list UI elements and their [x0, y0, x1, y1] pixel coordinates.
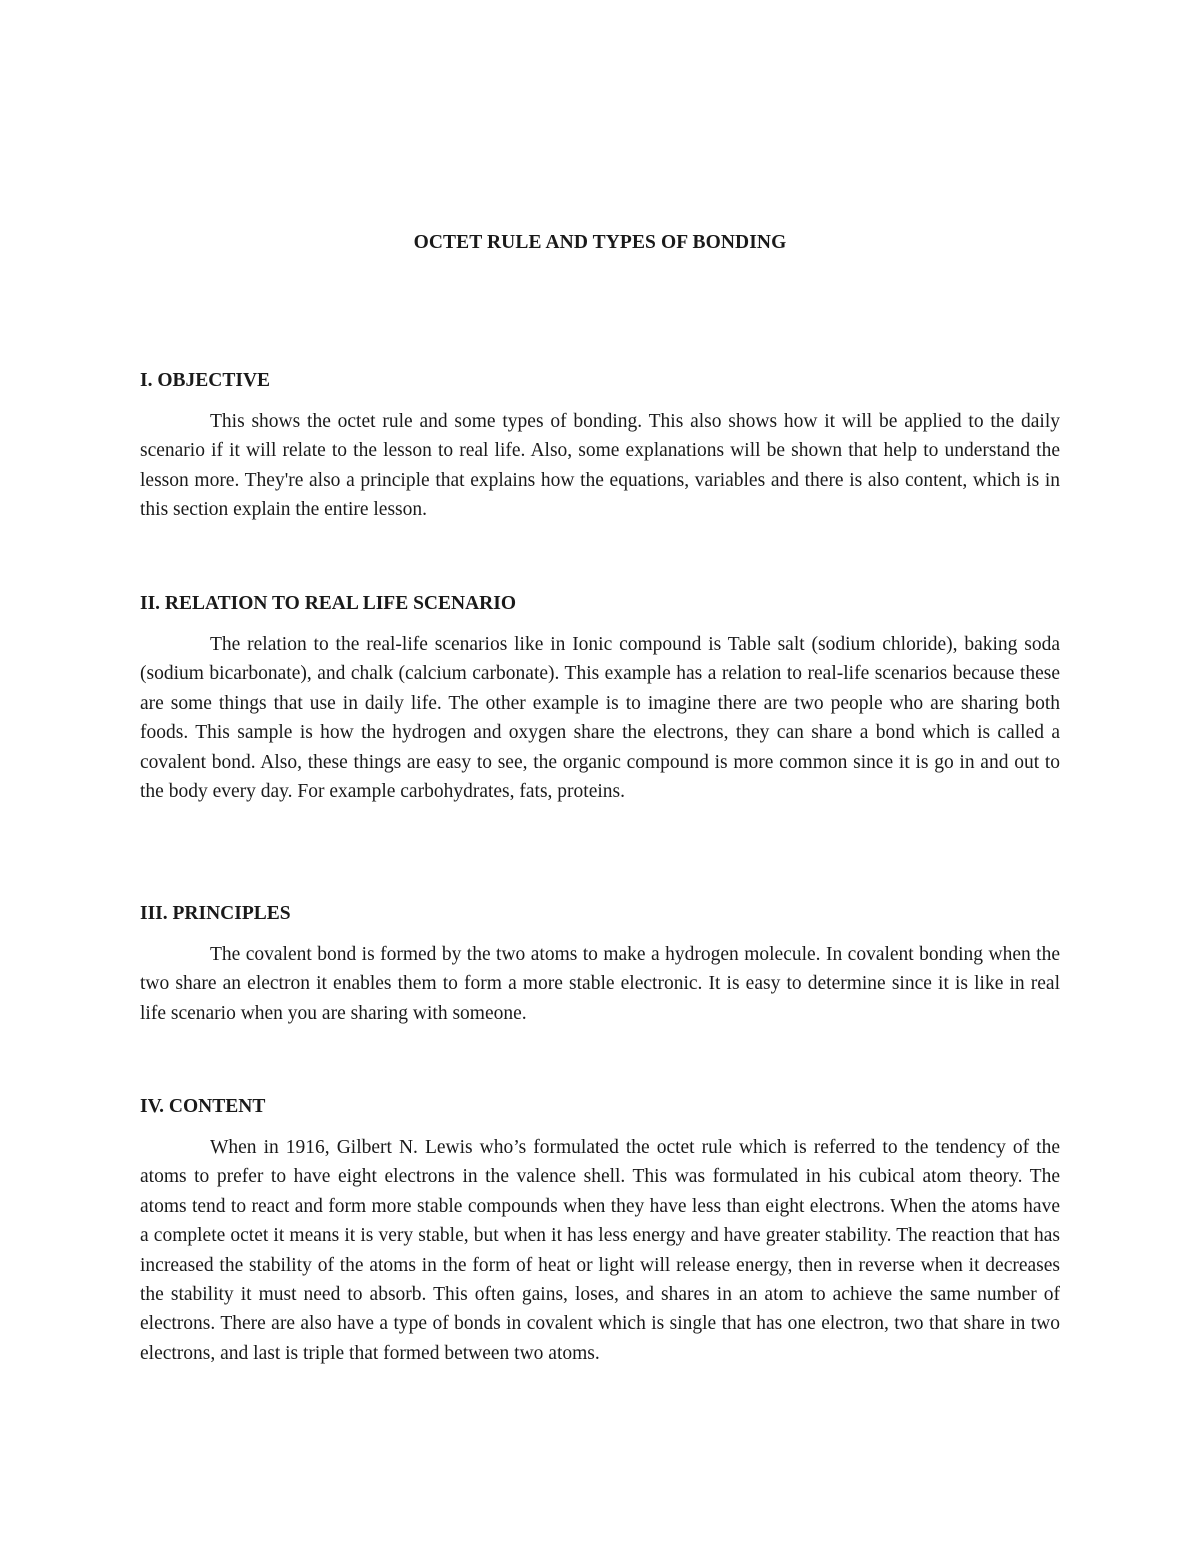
section-objective — [140, 366, 1060, 525]
document-title: OCTET RULE AND TYPES OF BONDING — [413, 232, 787, 253]
section-heading: IV. CONTENT — [140, 1096, 266, 1117]
section-heading: II. RELATION TO REAL LIFE SCENARIO — [140, 593, 517, 614]
section-relation-to-real-life — [140, 589, 1060, 806]
section-body: When in 1916, Gilbert N. Lewis who’s formulated the octet rule which is referred to the tendency of the atoms to prefer to have eight electrons in the valence shell. This was formulated in his cubical atom theory. The atoms tend to react and form more stable compounds when they have less than eight electrons. When the atoms have a complete octet it means it is very stable, but when it has less energy and have greater stability. The reaction that has increased the stability of the atoms in the form of heat or light will release energy, then in reverse when it decreases the stability it must need to absorb. This often gains, loses, and shares in an atom to achieve the same number of electrons. There are also have a type of bonds in covalent which is single that has one electron, two that share in two electrons, and last is triple that formed between two atoms. — [140, 1137, 1060, 1364]
section-heading: I. OBJECTIVE — [140, 370, 271, 391]
section-principles — [140, 899, 1060, 1028]
section-body: This shows the octet rule and some types of bonding. This also shows how it will be applied to the daily scenario if it will relate to the lesson to real life. Also, some explanations will be shown that help to understand the lesson more. They're also a principle that explains how the equations, variables and there is also content, which is in this section explain the entire lesson. — [140, 411, 1060, 521]
section-content — [140, 1092, 1060, 1368]
section-heading: III. PRINCIPLES — [140, 903, 291, 924]
section-body: The covalent bond is formed by the two atoms to make a hydrogen molecule. In covalent bonding when the two share an electron it enables them to form a more stable electronic. It is easy to determine since it is like in real life scenario when you are sharing with someone. — [140, 944, 1060, 1024]
section-body: The relation to the real-life scenarios like in Ionic compound is Table salt (sodium chloride), baking soda (sodium bicarbonate), and chalk (calcium carbonate). This example has a relation to real-life scenarios because these are some things that use in daily life. The other example is to imagine there are two people who are sharing both foods. This sample is how the hydrogen and oxygen share the electrons, they can share a bond which is called a covalent bond. Also, these things are easy to see, the organic compound is more common since it is go in and out to the body every day. For example carbohydrates, fats, proteins. — [140, 634, 1060, 803]
document-page — [140, 0, 1060, 1553]
